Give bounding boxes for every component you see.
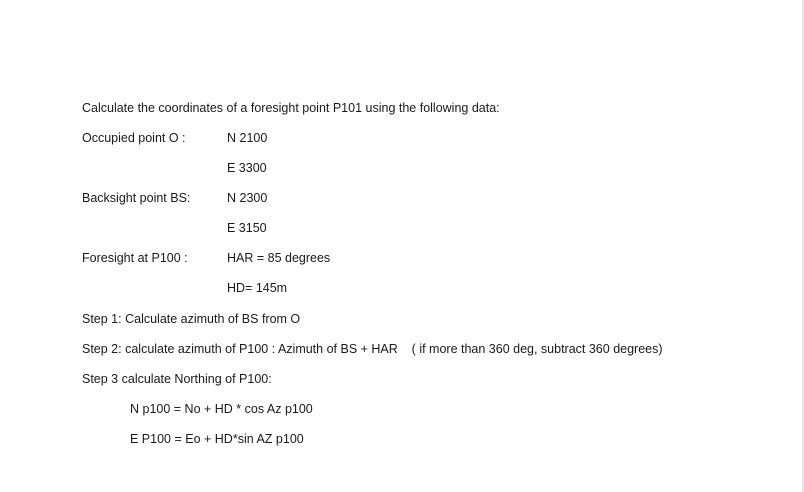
occupied-east: E 3300 [227, 161, 267, 175]
backsight-north: N 2300 [227, 191, 268, 205]
occupied-north: N 2100 [227, 131, 268, 145]
easting-formula: E P100 = Eo + HD*sin AZ p100 [130, 432, 304, 446]
foresight-har: HAR = 85 degrees [227, 251, 331, 265]
foresight-label: Foresight at P100 : [82, 251, 188, 265]
step-1: Step 1: Calculate azimuth of BS from O [82, 312, 301, 326]
backsight-point-label: Backsight point BS: [82, 191, 191, 205]
step-2: Step 2: calculate azimuth of P100 : Azimuth of BS + HAR ( if more than 360 deg, subtract 360 degrees) [82, 342, 663, 356]
northing-formula: N p100 = No + HD * cos Az p100 [130, 402, 313, 416]
occupied-point-label: Occupied point O : [82, 131, 186, 145]
step-3: Step 3 calculate Northing of P100: [82, 372, 272, 386]
intro-text: Calculate the coordinates of a foresight point P101 using the following data: [82, 101, 500, 115]
backsight-east: E 3150 [227, 221, 267, 235]
foresight-hd: HD= 145m [227, 281, 288, 295]
